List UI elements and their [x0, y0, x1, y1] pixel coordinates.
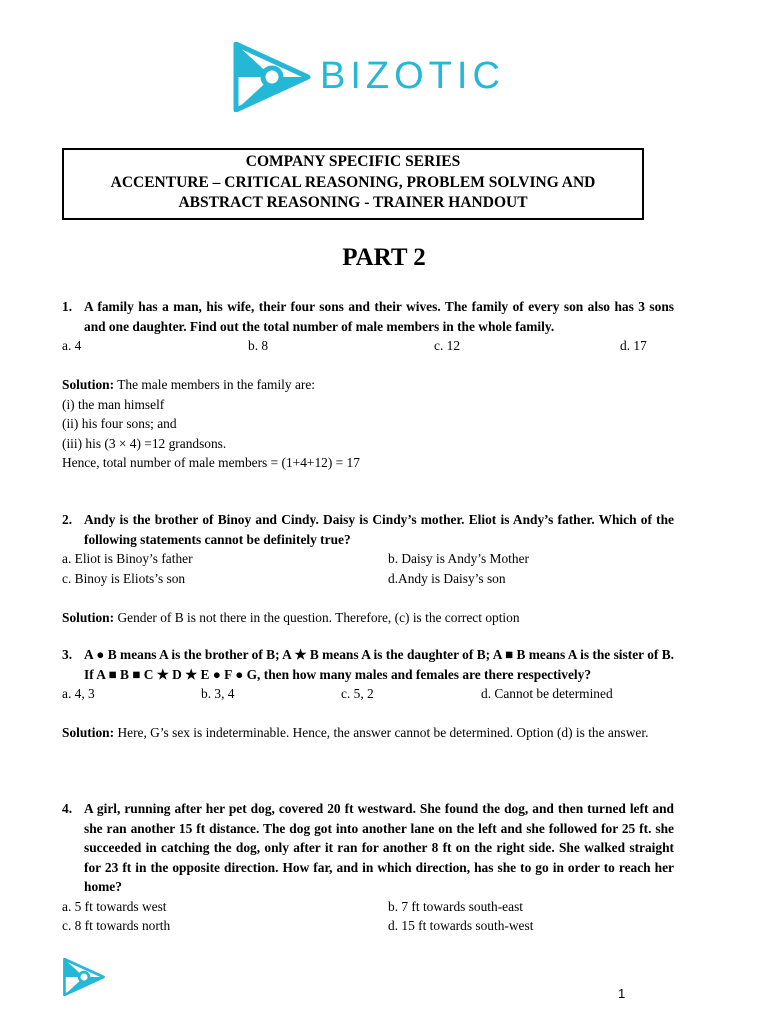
question-text: A family has a man, his wife, their four sons and their wives. The family of every son also has 3 sons and one daughter. Find out the total number of male members in the whole family.: [84, 299, 674, 334]
options-row: [62, 336, 674, 356]
question-number: 1.: [62, 299, 73, 314]
option-b: b. 8: [248, 338, 269, 353]
option-d: d. 17: [620, 338, 647, 353]
question-number: 2.: [62, 512, 73, 527]
question-text: Andy is the brother of Binoy and Cindy. Daisy is Cindy’s mother. Eliot is Andy’s father. Which of the following statements cannot be definitely true?: [84, 512, 674, 547]
solution-label: Solution:: [62, 725, 115, 740]
question-4: [62, 799, 674, 936]
question-1: [62, 297, 674, 473]
bizotic-logo-icon: [62, 958, 106, 996]
bizotic-logo-icon: [232, 42, 312, 112]
question-text: A girl, running after her pet dog, covered 20 ft westward. She found the dog, and then turned left and she ran another 15 ft distance. The dog got into another lane on the left and she followed for 25 ft. she succeeded in catching the dog, only after it ran for another 8 ft on the right side. She walked straight for 23 ft in the opposite direction. How far, and in which direction, has she to go in order to reach her home?: [84, 801, 674, 894]
option-d: d. Cannot be determined: [481, 686, 613, 701]
solution-label: Solution:: [62, 377, 115, 392]
brand-name: BIZOTIC: [320, 55, 505, 97]
brand-logo: [232, 42, 505, 112]
page-number: 1: [618, 986, 626, 1001]
option-b: b. 3, 4: [201, 686, 235, 701]
solution: [62, 375, 674, 473]
solution: [62, 723, 674, 743]
option-a: a. 5 ft towards west: [62, 898, 167, 914]
title-line-3: ABSTRACT REASONING - TRAINER HANDOUT: [178, 194, 528, 211]
solution-line: (i) the man himself: [62, 396, 165, 412]
question-2: [62, 510, 674, 627]
solution-line: Here, G’s sex is indeterminable. Hence, the answer cannot be determined. Option (d) is the answer.: [117, 725, 649, 740]
options-grid: [62, 549, 674, 588]
option-c: c. 12: [434, 338, 461, 353]
options-row: [62, 684, 674, 704]
footer-logo: [62, 958, 106, 1002]
option-c: c. 8 ft towards north: [62, 918, 171, 933]
part-heading: PART 2: [342, 244, 426, 271]
solution-line: Hence, total number of male members = (1+4+12) = 17: [62, 455, 360, 470]
question-number: 4.: [62, 801, 73, 816]
title-line-1: COMPANY SPECIFIC SERIES: [245, 153, 461, 170]
solution-label: Solution:: [62, 609, 115, 625]
option-c: c. Binoy is Eliots’s son: [62, 570, 186, 586]
solution-line: (iii) his (3 × 4) =12 grandsons.: [62, 435, 227, 451]
question-3: [62, 645, 674, 743]
option-b: b. Daisy is Andy’s Mother: [388, 551, 529, 566]
solution-line: Gender of B is not there in the question. Therefore, (c) is the correct option: [117, 609, 520, 625]
question-text: A ● B means A is the brother of B; A ★ B means A is the daughter of B; A ■ B means A is the sister of B. If A ■ B ■ C ★ D ★ E ● F ● G, then how many males and females are there respectively?: [84, 647, 674, 682]
solution-line: The male members in the family are:: [117, 377, 316, 392]
option-a: a. 4, 3: [62, 686, 95, 701]
option-c: c. 5, 2: [341, 686, 374, 701]
question-number: 3.: [62, 647, 73, 662]
solution: [62, 608, 674, 628]
option-d: d.Andy is Daisy’s son: [388, 570, 506, 586]
option-a: a. Eliot is Binoy’s father: [62, 551, 193, 566]
title-line-2: ACCENTURE – CRITICAL REASONING, PROBLEM SOLVING AND: [110, 173, 596, 191]
handout-title-box: [62, 148, 644, 220]
options-grid: [62, 897, 674, 936]
option-d: d. 15 ft towards south-west: [388, 918, 534, 933]
solution-line: (ii) his four sons; and: [62, 416, 177, 431]
option-a: a. 4: [62, 338, 82, 353]
option-b: b. 7 ft towards south-east: [388, 898, 523, 914]
